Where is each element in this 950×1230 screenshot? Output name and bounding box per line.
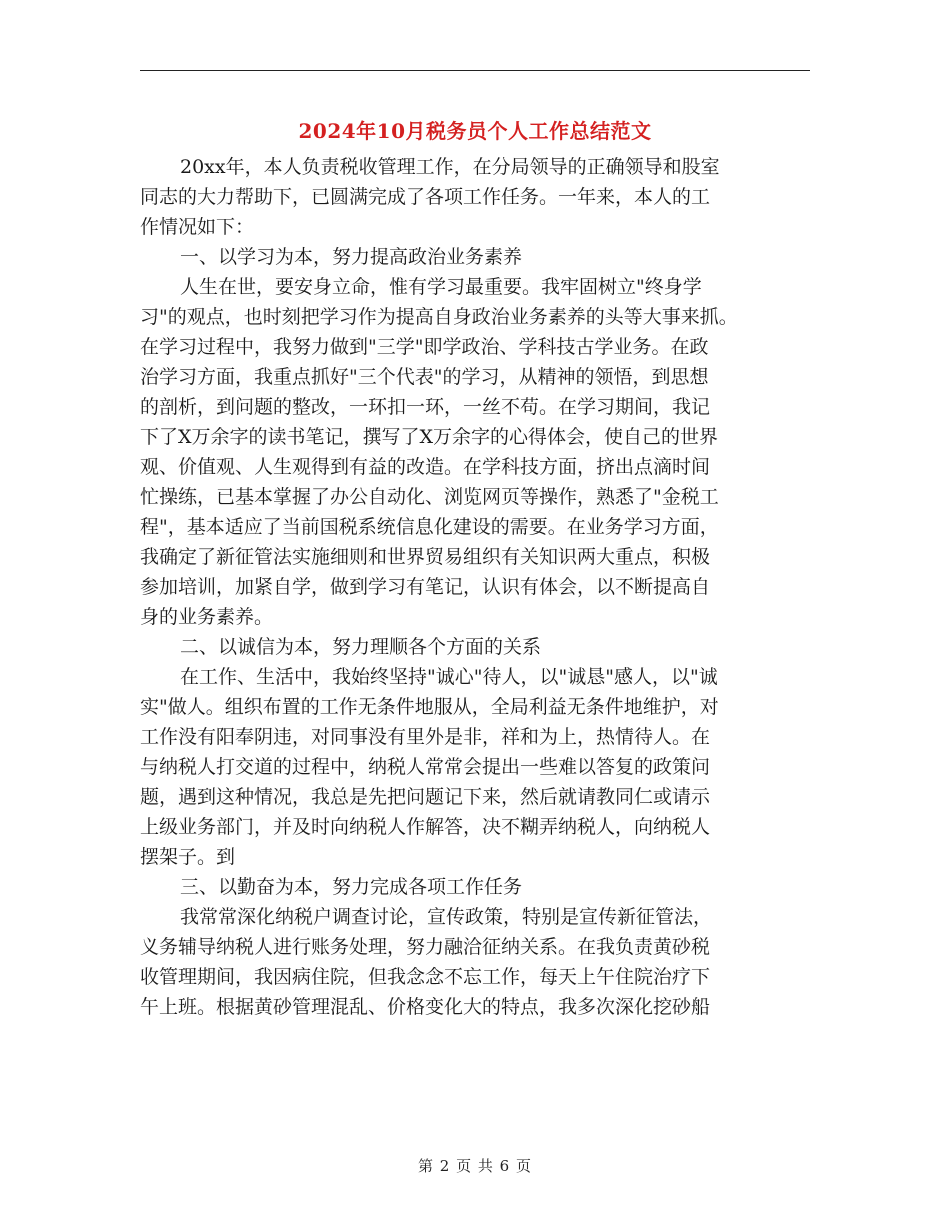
text-line: 三、以勤奋为本，努力完成各项工作任务 xyxy=(180,876,523,898)
text-line: 在工作、生活中，我始终坚持"诚心"待人，以"诚恳"感人，以"诚 xyxy=(180,666,718,688)
text-line: 人生在世，要安身立命，惟有学习最重要。我牢固树立"终身学 xyxy=(180,276,702,298)
text-line: 实"做人。组织布置的工作无条件地服从，全局利益无条件地维护，对 xyxy=(140,696,719,718)
text-line: 忙操练，已基本掌握了办公自动化、浏览网页等操作，熟悉了"金税工 xyxy=(140,486,719,508)
text-line: 我常常深化纳税户调查讨论，宣传政策，特别是宣传新征管法， xyxy=(180,906,713,928)
text-line: 与纳税人打交道的过程中，纳税人常常会提出一些难以答复的政策问 xyxy=(140,756,711,778)
text-line: 习"的观点，也时刻把学习作为提高自身政治业务素养的头等大事来抓。 xyxy=(140,306,738,328)
text-line: 工作没有阳奉阴违，对同事没有里外是非，祥和为上，热情待人。在 xyxy=(140,726,711,748)
text-line: 程"，基本适应了当前国税系统信息化建设的需要。在业务学习方面， xyxy=(140,516,719,538)
text-line: 同志的大力帮助下，已圆满完成了各项工作任务。一年来，本人的工 xyxy=(140,186,711,208)
page-footer: 第 2 页 共 6 页 xyxy=(418,1157,532,1175)
text-line: 参加培训，加紧自学，做到学习有笔记，认识有体会，以不断提高自 xyxy=(140,576,711,598)
header-rule xyxy=(140,70,810,71)
text-line: 观、价值观、人生观得到有益的改造。在学科技方面，挤出点滴时间 xyxy=(140,456,711,478)
text-line: 午上班。根据黄砂管理混乱、价格变化大的特点，我多次深化挖砂船 xyxy=(140,996,711,1018)
text-line: 作情况如下： xyxy=(140,216,255,238)
text-line: 一、以学习为本，努力提高政治业务素养 xyxy=(180,246,523,268)
text-line: 20xx年，本人负责税收管理工作，在分局领导的正确领导和股室 xyxy=(180,156,720,178)
text-line: 摆架子。到 xyxy=(140,846,236,868)
document-title: 2024年10月税务员个人工作总结范文 xyxy=(298,119,652,143)
text-line: 二、以诚信为本，努力理顺各个方面的关系 xyxy=(180,636,542,658)
text-line: 在学习过程中，我努力做到"三学"即学政治、学科技古学业务。在政 xyxy=(140,336,709,358)
text-line: 义务辅导纳税人进行账务处理，努力融洽征纳关系。在我负责黄砂税 xyxy=(140,936,711,958)
document-body xyxy=(140,152,812,1022)
text-line: 治学习方面，我重点抓好"三个代表"的学习，从精神的领悟，到思想 xyxy=(140,366,709,388)
text-line: 题，遇到这种情况，我总是先把问题记下来，然后就请教同仁或请示 xyxy=(140,786,711,808)
text-line: 身的业务素养。 xyxy=(140,606,274,628)
text-line: 的剖析，到问题的整改，一环扣一环，一丝不苟。在学习期间，我记 xyxy=(140,396,711,418)
text-line: 我确定了新征管法实施细则和世界贸易组织有关知识两大重点，积极 xyxy=(140,546,711,568)
text-line: 上级业务部门，并及时向纳税人作解答，决不糊弄纳税人，向纳税人 xyxy=(140,816,711,838)
text-line: 收管理期间，我因病住院，但我念念不忘工作，每天上午住院治疗下 xyxy=(140,966,711,988)
text-line: 下了X万余字的读书笔记，撰写了X万余字的心得体会，使自己的世界 xyxy=(140,426,719,448)
